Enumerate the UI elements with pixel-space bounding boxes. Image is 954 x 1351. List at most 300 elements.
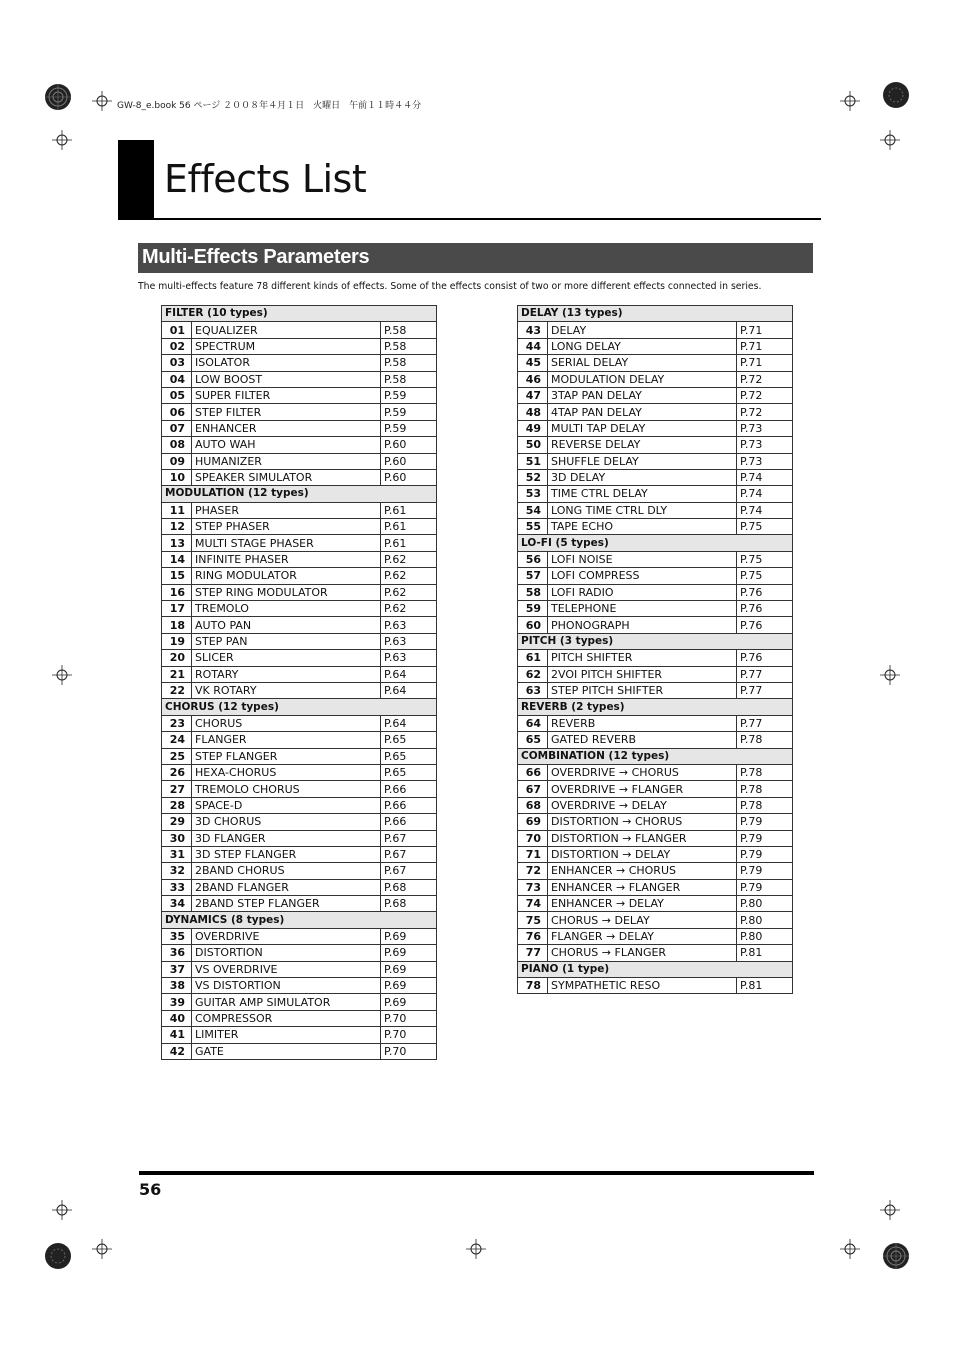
effect-page-ref: P.76 <box>737 617 793 633</box>
table-row <box>162 322 437 338</box>
effect-name: STEP PHASER <box>192 519 381 535</box>
effect-page-ref: P.72 <box>737 371 793 387</box>
effect-name: LOFI COMPRESS <box>548 568 737 584</box>
effect-page-ref: P.76 <box>737 650 793 666</box>
effect-page-ref: P.80 <box>737 896 793 912</box>
effect-page-ref: P.67 <box>381 846 437 862</box>
effect-name: CHORUS → DELAY <box>548 912 737 928</box>
effect-number: 25 <box>162 748 192 764</box>
effect-page-ref: P.79 <box>737 814 793 830</box>
effect-number: 14 <box>162 551 192 567</box>
effect-page-ref: P.60 <box>381 453 437 469</box>
effect-name: OVERDRIVE → FLANGER <box>548 781 737 797</box>
effect-page-ref: P.63 <box>381 617 437 633</box>
effect-name: TREMOLO CHORUS <box>192 781 381 797</box>
effect-name: STEP RING MODULATOR <box>192 584 381 600</box>
effect-page-ref: P.72 <box>737 404 793 420</box>
effect-number: 73 <box>518 879 548 895</box>
effect-number: 71 <box>518 846 548 862</box>
effect-name: OVERDRIVE → DELAY <box>548 797 737 813</box>
registration-mark-icon <box>882 1242 910 1270</box>
effect-name: TIME CTRL DELAY <box>548 486 737 502</box>
crosshair-target-icon <box>466 1239 486 1263</box>
effect-number: 57 <box>518 568 548 584</box>
crosshair-target-icon <box>92 91 112 115</box>
effect-name: MULTI TAP DELAY <box>548 420 737 436</box>
effect-page-ref: P.64 <box>381 715 437 731</box>
effect-name: PHASER <box>192 502 381 518</box>
effect-name: 2BAND CHORUS <box>192 863 381 879</box>
effect-number: 44 <box>518 338 548 354</box>
effect-number: 49 <box>518 420 548 436</box>
table-row <box>518 764 793 780</box>
table-row <box>162 551 437 567</box>
effect-name: REVERSE DELAY <box>548 437 737 453</box>
effect-name: GUITAR AMP SIMULATOR <box>192 994 381 1010</box>
effect-name: LONG DELAY <box>548 338 737 354</box>
effect-number: 17 <box>162 601 192 617</box>
effect-page-ref: P.71 <box>737 322 793 338</box>
effect-name: 3D STEP FLANGER <box>192 846 381 862</box>
effect-name: OVERDRIVE → CHORUS <box>548 764 737 780</box>
table-row <box>162 814 437 830</box>
table-row <box>162 584 437 600</box>
table-row <box>518 797 793 813</box>
effect-page-ref: P.73 <box>737 453 793 469</box>
effect-name: STEP FILTER <box>192 404 381 420</box>
effect-page-ref: P.64 <box>381 666 437 682</box>
effect-page-ref: P.80 <box>737 928 793 944</box>
effect-name: DISTORTION <box>192 945 381 961</box>
effect-name: COMPRESSOR <box>192 1010 381 1026</box>
effect-number: 19 <box>162 633 192 649</box>
effect-number: 22 <box>162 682 192 698</box>
effect-name: LIMITER <box>192 1027 381 1043</box>
effect-page-ref: P.65 <box>381 748 437 764</box>
effect-page-ref: P.75 <box>737 551 793 567</box>
category-row <box>518 699 793 715</box>
effect-page-ref: P.60 <box>381 469 437 485</box>
effects-table-body <box>518 306 793 994</box>
effect-page-ref: P.77 <box>737 715 793 731</box>
effect-name: RING MODULATOR <box>192 568 381 584</box>
table-row <box>518 519 793 535</box>
table-row <box>162 453 437 469</box>
effect-name: 3D CHORUS <box>192 814 381 830</box>
table-row <box>518 715 793 731</box>
effect-number: 26 <box>162 764 192 780</box>
effect-number: 32 <box>162 863 192 879</box>
effect-number: 70 <box>518 830 548 846</box>
effect-page-ref: P.78 <box>737 732 793 748</box>
page-number: 56 <box>139 1180 162 1199</box>
table-row <box>518 322 793 338</box>
effect-number: 61 <box>518 650 548 666</box>
table-row <box>518 420 793 436</box>
effect-page-ref: P.70 <box>381 1027 437 1043</box>
table-row <box>518 928 793 944</box>
effect-name: SPACE-D <box>192 797 381 813</box>
category-label: DYNAMICS (8 types) <box>162 912 437 928</box>
effect-page-ref: P.68 <box>381 896 437 912</box>
effect-name: FLANGER → DELAY <box>548 928 737 944</box>
effect-number: 13 <box>162 535 192 551</box>
effect-page-ref: P.73 <box>737 420 793 436</box>
category-row <box>162 486 437 502</box>
table-row <box>162 846 437 862</box>
effect-page-ref: P.78 <box>737 797 793 813</box>
table-row <box>518 551 793 567</box>
effect-name: DELAY <box>548 322 737 338</box>
effect-number: 64 <box>518 715 548 731</box>
table-row <box>162 404 437 420</box>
effect-page-ref: P.63 <box>381 650 437 666</box>
effect-number: 58 <box>518 584 548 600</box>
effect-name: SLICER <box>192 650 381 666</box>
effect-page-ref: P.80 <box>737 912 793 928</box>
table-row <box>518 650 793 666</box>
effect-page-ref: P.66 <box>381 797 437 813</box>
effect-page-ref: P.78 <box>737 781 793 797</box>
effects-table-right <box>517 305 793 994</box>
effect-name: GATE <box>192 1043 381 1059</box>
effect-name: DISTORTION → DELAY <box>548 846 737 862</box>
table-row <box>162 617 437 633</box>
effect-page-ref: P.62 <box>381 601 437 617</box>
effect-number: 33 <box>162 879 192 895</box>
effect-number: 24 <box>162 732 192 748</box>
table-row <box>162 420 437 436</box>
effect-number: 78 <box>518 978 548 994</box>
effect-name: SPECTRUM <box>192 338 381 354</box>
table-row <box>518 338 793 354</box>
footer-rule <box>139 1171 814 1175</box>
table-row <box>518 601 793 617</box>
table-row <box>162 732 437 748</box>
effect-name: CHORUS → FLANGER <box>548 945 737 961</box>
effect-number: 03 <box>162 355 192 371</box>
table-row <box>518 781 793 797</box>
effect-name: VS OVERDRIVE <box>192 961 381 977</box>
section-header-bar <box>138 243 813 273</box>
table-row <box>518 404 793 420</box>
effect-name: AUTO WAH <box>192 437 381 453</box>
page-title: Effects List <box>164 157 367 201</box>
effect-number: 28 <box>162 797 192 813</box>
table-row <box>162 748 437 764</box>
effect-page-ref: P.78 <box>737 764 793 780</box>
category-label: PIANO (1 type) <box>518 961 793 977</box>
effect-name: REVERB <box>548 715 737 731</box>
effect-name: PITCH SHIFTER <box>548 650 737 666</box>
category-label: DELAY (13 types) <box>518 306 793 322</box>
effect-number: 53 <box>518 486 548 502</box>
effect-number: 05 <box>162 387 192 403</box>
effect-page-ref: P.62 <box>381 551 437 567</box>
table-row <box>162 879 437 895</box>
table-row <box>162 1027 437 1043</box>
section-title: Multi-Effects Parameters <box>142 246 370 268</box>
crosshair-target-icon <box>52 665 72 689</box>
table-row <box>162 682 437 698</box>
registration-mark-icon <box>44 1242 72 1270</box>
effect-number: 59 <box>518 601 548 617</box>
effect-page-ref: P.79 <box>737 863 793 879</box>
crosshair-target-icon <box>92 1239 112 1263</box>
effect-number: 12 <box>162 519 192 535</box>
effect-page-ref: P.65 <box>381 732 437 748</box>
effect-number: 45 <box>518 355 548 371</box>
table-row <box>518 732 793 748</box>
effect-number: 01 <box>162 322 192 338</box>
effect-page-ref: P.79 <box>737 846 793 862</box>
table-row <box>518 617 793 633</box>
effect-number: 68 <box>518 797 548 813</box>
effect-number: 75 <box>518 912 548 928</box>
effect-page-ref: P.59 <box>381 387 437 403</box>
category-row <box>162 912 437 928</box>
effect-number: 47 <box>518 387 548 403</box>
effect-number: 56 <box>518 551 548 567</box>
table-row <box>518 568 793 584</box>
effect-page-ref: P.79 <box>737 879 793 895</box>
effect-name: TAPE ECHO <box>548 519 737 535</box>
effect-number: 08 <box>162 437 192 453</box>
effect-name: STEP PAN <box>192 633 381 649</box>
category-label: LO-FI (5 types) <box>518 535 793 551</box>
effect-page-ref: P.60 <box>381 437 437 453</box>
table-row <box>162 633 437 649</box>
effect-name: 2BAND FLANGER <box>192 879 381 895</box>
table-row <box>518 666 793 682</box>
effect-name: SUPER FILTER <box>192 387 381 403</box>
category-label: CHORUS (12 types) <box>162 699 437 715</box>
effect-name: STEP FLANGER <box>192 748 381 764</box>
table-row <box>162 666 437 682</box>
effect-name: 2BAND STEP FLANGER <box>192 896 381 912</box>
effect-name: 3D DELAY <box>548 469 737 485</box>
effect-number: 66 <box>518 764 548 780</box>
effect-page-ref: P.66 <box>381 814 437 830</box>
effect-number: 52 <box>518 469 548 485</box>
effect-name: SPEAKER SIMULATOR <box>192 469 381 485</box>
effect-page-ref: P.77 <box>737 682 793 698</box>
effect-number: 43 <box>518 322 548 338</box>
table-row <box>518 355 793 371</box>
effect-number: 54 <box>518 502 548 518</box>
table-row <box>518 584 793 600</box>
table-row <box>518 879 793 895</box>
effect-number: 35 <box>162 928 192 944</box>
effect-page-ref: P.75 <box>737 568 793 584</box>
effect-page-ref: P.61 <box>381 519 437 535</box>
effect-name: 2VOI PITCH SHIFTER <box>548 666 737 682</box>
category-label: MODULATION (12 types) <box>162 486 437 502</box>
effect-number: 46 <box>518 371 548 387</box>
effect-number: 76 <box>518 928 548 944</box>
effect-page-ref: P.62 <box>381 584 437 600</box>
category-label: COMBINATION (12 types) <box>518 748 793 764</box>
effect-number: 63 <box>518 682 548 698</box>
effect-number: 65 <box>518 732 548 748</box>
effect-number: 39 <box>162 994 192 1010</box>
effect-number: 02 <box>162 338 192 354</box>
effect-number: 20 <box>162 650 192 666</box>
category-label: FILTER (10 types) <box>162 306 437 322</box>
effect-page-ref: P.74 <box>737 486 793 502</box>
category-row <box>518 961 793 977</box>
effect-name: SERIAL DELAY <box>548 355 737 371</box>
table-row <box>162 764 437 780</box>
title-underline <box>118 218 821 220</box>
effect-number: 50 <box>518 437 548 453</box>
effect-name: HUMANIZER <box>192 453 381 469</box>
table-row <box>162 715 437 731</box>
effect-page-ref: P.74 <box>737 502 793 518</box>
effect-page-ref: P.72 <box>737 387 793 403</box>
registration-mark-icon <box>882 81 910 109</box>
table-row <box>162 994 437 1010</box>
effect-name: LOFI RADIO <box>548 584 737 600</box>
table-row <box>162 1010 437 1026</box>
effect-page-ref: P.62 <box>381 568 437 584</box>
effect-name: PHONOGRAPH <box>548 617 737 633</box>
table-row <box>162 601 437 617</box>
table-row <box>162 928 437 944</box>
effect-name: ENHANCER → DELAY <box>548 896 737 912</box>
table-row <box>162 338 437 354</box>
effect-name: SYMPATHETIC RESO <box>548 978 737 994</box>
effect-number: 60 <box>518 617 548 633</box>
crosshair-target-icon <box>840 1239 860 1263</box>
effect-number: 29 <box>162 814 192 830</box>
effect-number: 62 <box>518 666 548 682</box>
effect-name: MULTI STAGE PHASER <box>192 535 381 551</box>
effect-number: 37 <box>162 961 192 977</box>
effect-name: CHORUS <box>192 715 381 731</box>
effect-number: 09 <box>162 453 192 469</box>
effect-number: 40 <box>162 1010 192 1026</box>
table-row <box>162 469 437 485</box>
effect-page-ref: P.67 <box>381 830 437 846</box>
crosshair-target-icon <box>840 91 860 115</box>
table-row <box>162 797 437 813</box>
effect-page-ref: P.69 <box>381 994 437 1010</box>
effect-name: TELEPHONE <box>548 601 737 617</box>
table-row <box>518 896 793 912</box>
category-row <box>518 748 793 764</box>
effect-number: 07 <box>162 420 192 436</box>
table-row <box>162 519 437 535</box>
table-row <box>518 437 793 453</box>
effect-page-ref: P.75 <box>737 519 793 535</box>
effect-number: 69 <box>518 814 548 830</box>
effect-name: ENHANCER <box>192 420 381 436</box>
table-row <box>518 978 793 994</box>
table-row <box>162 437 437 453</box>
effect-page-ref: P.70 <box>381 1010 437 1026</box>
table-row <box>518 453 793 469</box>
effect-page-ref: P.77 <box>737 666 793 682</box>
effect-page-ref: P.73 <box>737 437 793 453</box>
effect-name: STEP PITCH SHIFTER <box>548 682 737 698</box>
effect-page-ref: P.59 <box>381 420 437 436</box>
effect-number: 04 <box>162 371 192 387</box>
effect-name: LOFI NOISE <box>548 551 737 567</box>
effect-name: 3TAP PAN DELAY <box>548 387 737 403</box>
effect-page-ref: P.63 <box>381 633 437 649</box>
effect-number: 18 <box>162 617 192 633</box>
effect-name: INFINITE PHASER <box>192 551 381 567</box>
effect-number: 36 <box>162 945 192 961</box>
effect-number: 48 <box>518 404 548 420</box>
table-row <box>518 912 793 928</box>
table-row <box>518 863 793 879</box>
table-row <box>162 650 437 666</box>
table-row <box>518 846 793 862</box>
effect-page-ref: P.59 <box>381 404 437 420</box>
effect-number: 06 <box>162 404 192 420</box>
table-row <box>162 896 437 912</box>
effect-name: VK ROTARY <box>192 682 381 698</box>
table-row <box>162 1043 437 1059</box>
effect-name: ISOLATOR <box>192 355 381 371</box>
print-header: GW-8_e.book 56 ページ ２００８年４月１日 火曜日 午前１１時４４分 <box>117 101 422 111</box>
effect-name: VS DISTORTION <box>192 978 381 994</box>
effect-name: ENHANCER → CHORUS <box>548 863 737 879</box>
table-row <box>518 486 793 502</box>
table-row <box>518 387 793 403</box>
effect-page-ref: P.69 <box>381 978 437 994</box>
category-row <box>518 306 793 322</box>
table-row <box>162 502 437 518</box>
effect-page-ref: P.76 <box>737 601 793 617</box>
effect-name: LOW BOOST <box>192 371 381 387</box>
effect-name: OVERDRIVE <box>192 928 381 944</box>
effect-number: 10 <box>162 469 192 485</box>
effects-table-body <box>162 306 437 1060</box>
effect-page-ref: P.61 <box>381 502 437 518</box>
effect-page-ref: P.68 <box>381 879 437 895</box>
crosshair-target-icon <box>880 130 900 154</box>
crosshair-target-icon <box>52 130 72 154</box>
effect-name: FLANGER <box>192 732 381 748</box>
effect-page-ref: P.69 <box>381 928 437 944</box>
table-row <box>162 355 437 371</box>
effect-number: 15 <box>162 568 192 584</box>
effect-number: 51 <box>518 453 548 469</box>
category-label: REVERB (2 types) <box>518 699 793 715</box>
crosshair-target-icon <box>52 1200 72 1224</box>
effect-name: ROTARY <box>192 666 381 682</box>
table-row <box>162 371 437 387</box>
title-marker-block <box>118 140 154 220</box>
effect-name: ENHANCER → FLANGER <box>548 879 737 895</box>
effect-page-ref: P.66 <box>381 781 437 797</box>
effect-page-ref: P.58 <box>381 338 437 354</box>
effect-name: HEXA-CHORUS <box>192 764 381 780</box>
intro-paragraph: The multi-effects feature 78 different kinds of effects. Some of the effects consist of two or more different effects connected in series. <box>138 281 762 292</box>
effect-name: SHUFFLE DELAY <box>548 453 737 469</box>
category-row <box>518 633 793 649</box>
table-row <box>162 387 437 403</box>
table-row <box>162 568 437 584</box>
effect-page-ref: P.71 <box>737 338 793 354</box>
effect-name: GATED REVERB <box>548 732 737 748</box>
category-row <box>162 306 437 322</box>
effect-page-ref: P.81 <box>737 978 793 994</box>
effect-number: 23 <box>162 715 192 731</box>
